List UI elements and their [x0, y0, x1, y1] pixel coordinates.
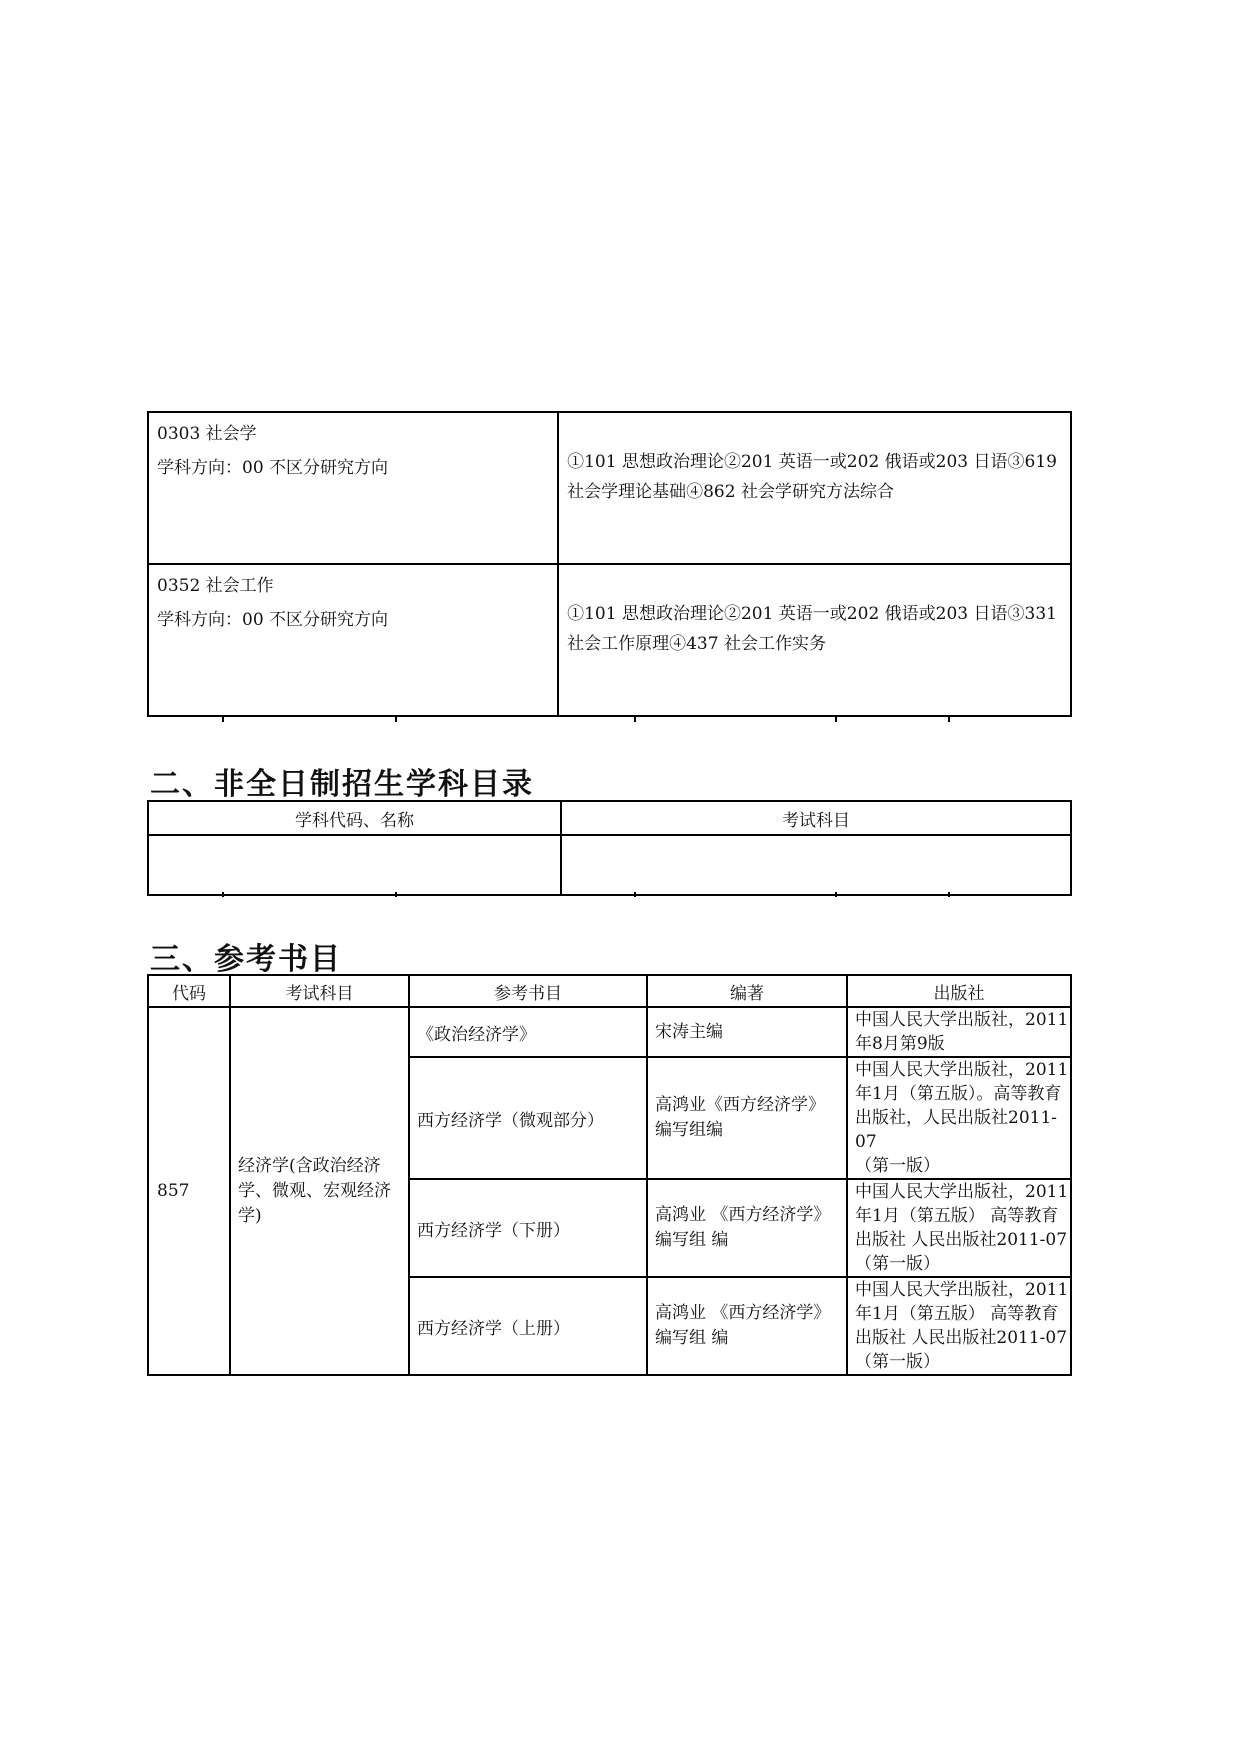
column-tick-mark [835, 892, 837, 897]
full-time-program-table [147, 411, 1072, 717]
exam-subjects-line: 社会工作原理④437 社会工作实务 [567, 634, 826, 654]
exam-subject [230, 1007, 409, 1375]
column-header: 参考书目 [409, 975, 647, 1007]
program-code-name: 0352 社会工作 [157, 576, 274, 596]
book-author-line: 高鸿业 《西方经济学》 [655, 1303, 831, 1323]
column-tick-mark [395, 892, 397, 897]
table-row [148, 564, 1071, 716]
book-title: 西方经济学（微观部分） [409, 1057, 647, 1179]
column-tick-mark [948, 892, 950, 897]
book-publisher-line: 出版社，人民出版社2011-07 [855, 1108, 1058, 1152]
table-row [148, 835, 1071, 895]
book-author-line: 宋涛主编 [655, 1021, 723, 1042]
program-direction: 学科方向：00 不区分研究方向 [157, 610, 389, 630]
book-publisher-line: 出版社 人民出版社2011-07 [855, 1230, 1068, 1250]
book-publisher-line: （第一版） [855, 1156, 940, 1176]
book-publisher-line: （第一版） [855, 1254, 940, 1274]
program-cell [148, 412, 558, 564]
book-publisher [847, 1057, 1071, 1179]
exam-subjects-line: 社会学理论基础④862 社会学研究方法综合 [567, 482, 894, 502]
column-tick-mark [634, 717, 636, 722]
part-time-program-table [147, 800, 1072, 896]
exam-subjects-cell [558, 564, 1071, 716]
column-header: 编著 [647, 975, 847, 1007]
section-title: 二、非全日制招生学科目录 [150, 767, 534, 802]
book-publisher-line: 中国人民大学出版社，2011 [855, 1280, 1069, 1300]
program-direction: 学科方向：00 不区分研究方向 [157, 458, 389, 478]
book-publisher [847, 1277, 1071, 1375]
program-cell [148, 564, 558, 716]
book-publisher-line: 中国人民大学出版社，2011 [855, 1182, 1069, 1202]
column-tick-mark [222, 717, 224, 722]
section-title: 三、参考书目 [150, 942, 342, 977]
reference-books-table [147, 974, 1072, 1376]
table-header-row [148, 801, 1071, 835]
book-author-line: 高鸿业《西方经济学》 [655, 1095, 825, 1115]
book-title: 西方经济学（上册） [409, 1277, 647, 1375]
book-publisher-line: （第一版） [855, 1352, 940, 1372]
column-tick-mark [835, 717, 837, 722]
book-author-line: 编写组 编 [655, 1328, 729, 1348]
table-row [148, 1007, 1071, 1057]
exam-code: 857 [148, 1007, 230, 1375]
book-publisher-line: 中国人民大学出版社，2011 [855, 1060, 1069, 1080]
book-author-line: 编写组编 [655, 1120, 723, 1140]
column-header: 代码 [148, 975, 230, 1007]
book-title: 《政治经济学》 [409, 1007, 647, 1057]
book-author [647, 1277, 847, 1375]
book-publisher-line: 年1月（第五版） 高等教育 [855, 1206, 1059, 1226]
column-tick-mark [948, 717, 950, 722]
exam-subject-line: 经济学(含政治经济 [238, 1155, 381, 1176]
book-author-line: 编写组 编 [655, 1230, 729, 1250]
exam-subjects-line: ①101 思想政治理论②201 英语一或202 俄语或203 日语③331 [567, 604, 1057, 624]
book-publisher-line: 年1月（第五版） 高等教育 [855, 1304, 1059, 1324]
book-publisher [847, 1179, 1071, 1277]
column-header: 出版社 [847, 975, 1071, 1007]
column-tick-mark [395, 717, 397, 722]
program-code-name: 0303 社会学 [157, 424, 257, 444]
table-header-row [148, 975, 1071, 1007]
column-tick-mark [634, 892, 636, 897]
empty-cell [561, 835, 1071, 895]
column-header: 学科代码、名称 [148, 801, 561, 835]
book-publisher-line: 年1月（第五版）。高等教育 [855, 1084, 1062, 1104]
book-title: 西方经济学（下册） [409, 1179, 647, 1277]
book-publisher-line: 中国人民大学出版社，2011 [855, 1010, 1069, 1030]
book-publisher-line: 出版社 人民出版社2011-07 [855, 1328, 1068, 1348]
book-author [647, 1007, 847, 1057]
exam-subject-line: 学) [238, 1205, 262, 1226]
book-publisher-line: 年8月第9版 [855, 1034, 945, 1054]
table-row [148, 412, 1071, 564]
column-tick-mark [222, 892, 224, 897]
exam-subject-line: 学、微观、宏观经济 [238, 1180, 391, 1201]
book-author-line: 高鸿业 《西方经济学》 [655, 1205, 831, 1225]
exam-subjects-text [559, 413, 1070, 507]
column-header: 考试科目 [561, 801, 1071, 835]
exam-subjects-line: ①101 思想政治理论②201 英语一或202 俄语或203 日语③619 [567, 452, 1057, 472]
book-author [647, 1179, 847, 1277]
exam-subjects-cell [558, 412, 1071, 564]
exam-subjects-text [559, 565, 1070, 659]
empty-cell [148, 835, 561, 895]
book-publisher [847, 1007, 1071, 1057]
column-header: 考试科目 [230, 975, 409, 1007]
book-author [647, 1057, 847, 1179]
